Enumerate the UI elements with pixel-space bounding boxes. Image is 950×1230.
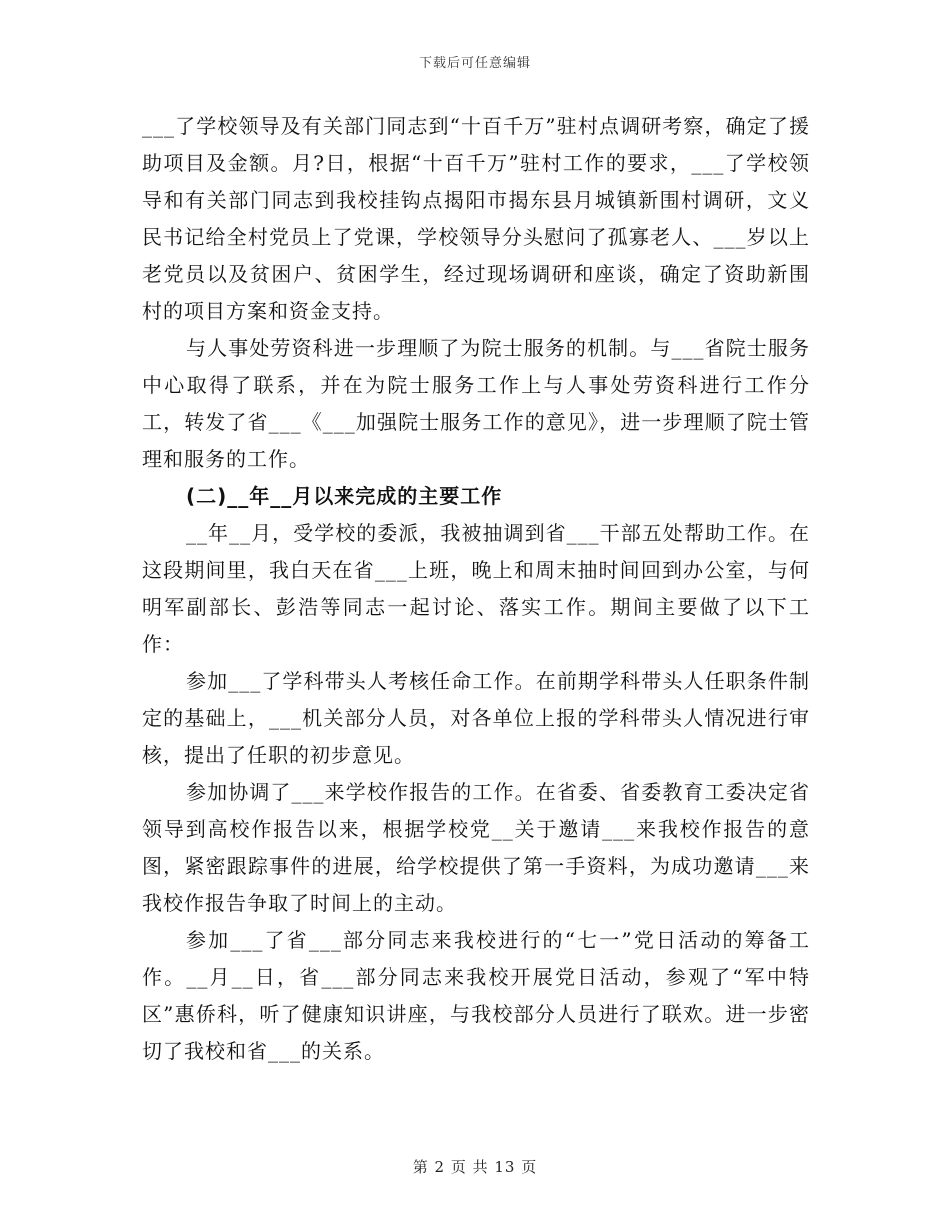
page-header: 下载后可任意编辑: [418, 56, 531, 71]
paragraph-1: ___了学校领导及有关部门同志到“十百千万”驻村点调研考察，确定了援助项目及金额。月?日，根据“十百千万”驻村工作的要求，___了学校领导和有关部门同志到我校挂钩点揭阳市揭东县月城镇新围村调研，文义民书记给全村党员上了党课，学校领导分头慰问了孤寡老人、___岁以上老党员以及贫困户、贫困学生，经过现场调研和座谈，确定了资助新围村的项目方案和资金支持。: [142, 114, 810, 323]
paragraph-5: 参加协调了___来学校作报告的工作。在省委、省委教育工委决定省领导到高校作报告以来，根据学校党__关于邀请___来我校作报告的意图，紧密跟踪事件的进展，给学校提供了第一手资料，为成功邀请___来我校作报告争取了时间上的主动。: [142, 780, 810, 915]
paragraph-2: 与人事处劳资科进一步理顺了为院士服务的机制。与___省院士服务中心取得了联系，并在为院士服务工作上与人事处劳资科进行工作分工，转发了省___《___加强院士服务工作的意见》，进一步理顺了院士管理和服务的工作。: [142, 336, 810, 471]
document-body: [142, 108, 810, 1070]
paragraph-6: 参加___了省___部分同志来我校进行的“七一”党日活动的筹备工作。__月__日，省___部分同志来我校开展党日活动，参观了“军中特区”惠侨科，听了健康知识讲座，与我校部分人员进行了联欢。进一步密切了我校和省___的关系。: [142, 928, 810, 1063]
paragraph-4: 参加___了学科带头人考核任命工作。在前期学科带头人任职条件制定的基础上，___机关部分人员，对各单位上报的学科带头人情况进行审核，提出了任职的初步意见。: [142, 669, 810, 767]
paragraph-3: __年__月，受学校的委派，我被抽调到省___干部五处帮助工作。在这段期间里，我白天在省___上班，晚上和周末抽时间回到办公室，与何明军副部长、彭浩等同志一起讨论、落实工作。期间主要做了以下工作：: [142, 521, 810, 656]
section-heading: (二)__年__月以来完成的主要工作: [186, 484, 503, 508]
page-footer: 第 2 页 共 13 页: [412, 1158, 538, 1176]
